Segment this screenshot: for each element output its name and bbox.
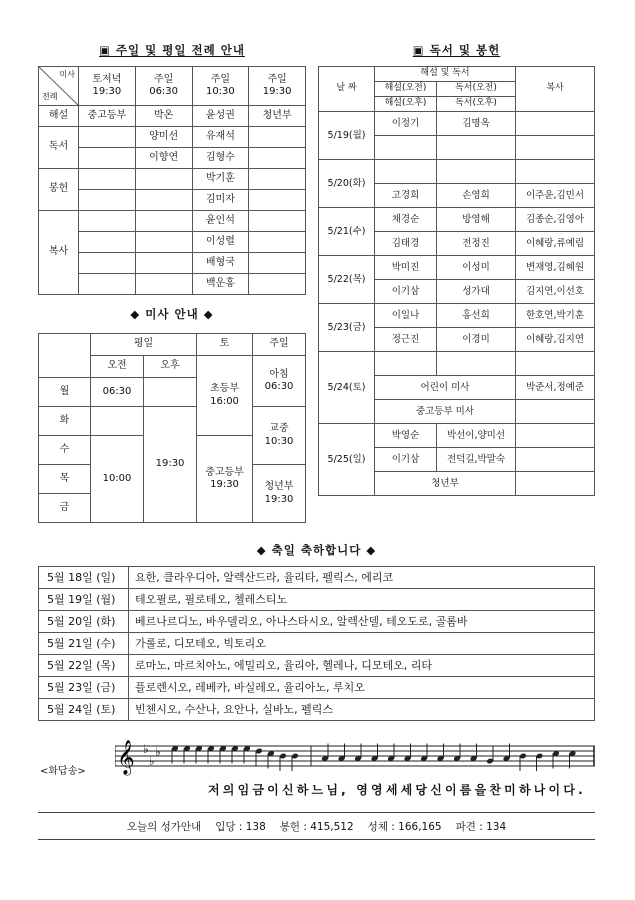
feast-names: 플로렌시오, 레베카, 바실레오, 율리아노, 루치오 [129, 677, 595, 699]
row-label: 복사 [39, 211, 79, 295]
date-cell: 5/22(목) [319, 256, 375, 304]
table-row [319, 256, 595, 280]
table-row [39, 169, 306, 190]
date-cell: 5/20(화) [319, 160, 375, 208]
table-cell [79, 169, 136, 190]
table-cell [249, 253, 306, 274]
feast-date: 5월 21일 (수) [39, 633, 129, 655]
column-header: 날 짜 [319, 67, 375, 112]
youth-mass-cell: 중고등부 미사 [375, 400, 516, 424]
table-cell [249, 190, 306, 211]
table-cell [516, 112, 595, 136]
sun-mass-1: 아침 06:30 [253, 356, 306, 407]
table-cell [516, 352, 595, 376]
table-cell: 윤성권 [192, 106, 249, 127]
column-header: 해설(오전) [375, 82, 437, 97]
date-cell: 5/24(토) [319, 352, 375, 424]
column-header: 오전 [91, 356, 144, 378]
table-row [319, 160, 595, 184]
table-cell: 중고등부 [79, 106, 136, 127]
column-header: 토 [197, 334, 253, 356]
table-row [319, 208, 595, 232]
date-cell: 5/23(금) [319, 304, 375, 352]
table-cell: 채경순 [375, 208, 437, 232]
hymn-offertory: 봉헌 : 415,512 [279, 820, 354, 833]
feast-names: 요한, 클라우디아, 알렉산드라, 율리타, 펠릭스, 에리코 [129, 567, 595, 589]
weekday-morning-mass: 10:00 [91, 436, 144, 523]
table-cell: 변재영,김혜원 [516, 256, 595, 280]
table-cell [375, 136, 437, 160]
feast-section-title: ◆ 축일 축하합니다 ◆ [256, 543, 377, 557]
table-row [319, 424, 595, 448]
table-cell: 김형수 [192, 148, 249, 169]
feast-names: 테오필로, 필로테오, 첼레스티노 [129, 589, 595, 611]
column-header: 해설(오후) [375, 97, 437, 112]
table-row [39, 127, 306, 148]
table-row [39, 611, 595, 633]
table-cell [91, 407, 144, 436]
table-cell [375, 160, 437, 184]
day-label: 화 [39, 407, 91, 436]
table-cell: 이기삼 [375, 448, 437, 472]
mass-section-title: ◆ 미사 안내 ◆ [130, 307, 214, 321]
table-row [39, 190, 306, 211]
table-cell [135, 253, 192, 274]
hymn-entrance: 입당 : 138 [215, 820, 266, 833]
column-header: 독서(오전) [437, 82, 516, 97]
column-header: 주일 06:30 [135, 67, 192, 106]
table-cell [249, 127, 306, 148]
table-cell: 이혜랑,류예림 [516, 232, 595, 256]
table-row [39, 106, 306, 127]
table-cell [79, 232, 136, 253]
table-row [39, 211, 306, 232]
table-cell: 한호연,박기훈 [516, 304, 595, 328]
table-cell: 이성렬 [192, 232, 249, 253]
treble-clef-icon: 𝄞 [117, 740, 135, 775]
table-cell: 김종순,김영아 [516, 208, 595, 232]
table-cell: 이혜랑,김지연 [516, 328, 595, 352]
table-cell: 이주윤,김민서 [516, 184, 595, 208]
table-cell [144, 378, 197, 407]
column-header: 토저녁 19:30 [79, 67, 136, 106]
table-row [39, 274, 306, 295]
table-cell [79, 127, 136, 148]
table-cell [39, 334, 91, 378]
table-cell: 박선이,양미선 [437, 424, 516, 448]
table-cell: 이성미 [437, 256, 516, 280]
table-cell: 박영순 [375, 424, 437, 448]
table-cell: 백운홍 [192, 274, 249, 295]
table-cell [135, 190, 192, 211]
table-cell: 김명옥 [437, 112, 516, 136]
date-cell: 5/21(수) [319, 208, 375, 256]
feast-date: 5월 18일 (일) [39, 567, 129, 589]
kids-mass-cell: 어린이 미사 [375, 376, 516, 400]
table-cell: 김지연,이선호 [516, 280, 595, 304]
table-cell [516, 136, 595, 160]
sat-mass-1: 초등부 16:00 [197, 356, 253, 436]
psalm-lyrics: 저의임금이신하느님, 영영세세당신이름을찬미하나이다. [208, 783, 586, 797]
sat-mass-2: 중고등부 19:30 [197, 436, 253, 523]
table-row [39, 699, 595, 721]
table-cell: 유재석 [192, 127, 249, 148]
table-cell [135, 274, 192, 295]
row-label: 독서 [39, 127, 79, 169]
table-cell [516, 424, 595, 448]
column-header: 주일 19:30 [249, 67, 306, 106]
table-cell [437, 352, 516, 376]
table-row [319, 304, 595, 328]
table-cell: 고경희 [375, 184, 437, 208]
table-cell [437, 160, 516, 184]
feast-names: 베르나르디노, 바우델리오, 아나스타시오, 알렉산델, 테오도로, 골롬바 [129, 611, 595, 633]
column-header: 복사 [516, 67, 595, 112]
table-cell: 박기훈 [192, 169, 249, 190]
table-cell [79, 211, 136, 232]
table-row [319, 112, 595, 136]
table-cell [516, 472, 595, 496]
feast-names: 로마노, 마르치아노, 에밀리오, 율리아, 헬레나, 디모테오, 리타 [129, 655, 595, 677]
table-cell [79, 148, 136, 169]
table-corner-cell: 미사 전례 [39, 67, 79, 106]
liturgy-table [38, 66, 306, 295]
table-cell [249, 169, 306, 190]
table-cell: 전정진 [437, 232, 516, 256]
table-cell: 이일나 [375, 304, 437, 328]
youth-mass-cell: 청년부 [375, 472, 516, 496]
table-cell: 이정기 [375, 112, 437, 136]
table-cell: 윤인석 [192, 211, 249, 232]
table-cell [249, 232, 306, 253]
table-cell: 청년부 [249, 106, 306, 127]
table-cell [375, 352, 437, 376]
table-cell [79, 253, 136, 274]
table-cell: 전덕길,박말숙 [437, 448, 516, 472]
table-cell [516, 448, 595, 472]
table-cell: 박온 [135, 106, 192, 127]
music-staff [115, 738, 595, 782]
table-row [39, 232, 306, 253]
table-row [39, 677, 595, 699]
psalm-music [40, 738, 595, 808]
reading-section-title: ▣ 독서 및 봉헌 [412, 43, 501, 57]
hymn-guide-bar [38, 812, 595, 840]
date-cell: 5/25(일) [319, 424, 375, 496]
table-cell [249, 148, 306, 169]
table-cell: 김미자 [192, 190, 249, 211]
date-cell: 5/19(월) [319, 112, 375, 160]
feast-names: 빈첸시오, 수산나, 요안나, 실바노, 펠릭스 [129, 699, 595, 721]
feast-table [38, 566, 595, 721]
sun-mass-3: 청년부 19:30 [253, 465, 306, 523]
day-label: 월 [39, 378, 91, 407]
table-row [319, 352, 595, 376]
sun-mass-2: 교중 10:30 [253, 407, 306, 465]
table-cell [79, 190, 136, 211]
row-label: 해설 [39, 106, 79, 127]
feast-date: 5월 24일 (토) [39, 699, 129, 721]
day-label: 목 [39, 465, 91, 494]
psalm-label: <화답송> [40, 766, 86, 777]
flat-icon: ♭ [143, 742, 149, 756]
hymn-communion: 성체 : 166,165 [367, 820, 442, 833]
day-label: 금 [39, 494, 91, 523]
table-cell: 홍선희 [437, 304, 516, 328]
feast-date: 5월 23일 (금) [39, 677, 129, 699]
table-cell [135, 211, 192, 232]
table-cell: 06:30 [91, 378, 144, 407]
day-label: 수 [39, 436, 91, 465]
column-header: 오후 [144, 356, 197, 378]
table-cell: 김태경 [375, 232, 437, 256]
weekday-evening-mass: 19:30 [144, 407, 197, 523]
table-row [39, 589, 595, 611]
column-header: 독서(오후) [437, 97, 516, 112]
table-cell: 박준서,정예준 [516, 376, 595, 400]
flat-icon: ♭ [149, 754, 155, 768]
column-header: 해설 및 독서 [375, 67, 516, 82]
feast-date: 5월 22일 (목) [39, 655, 129, 677]
table-row [39, 148, 306, 169]
mass-table [38, 333, 306, 523]
table-cell: 손영희 [437, 184, 516, 208]
feast-date: 5월 19일 (월) [39, 589, 129, 611]
table-cell [516, 160, 595, 184]
column-header: 평일 [91, 334, 197, 356]
table-cell [437, 136, 516, 160]
table-cell: 성가대 [437, 280, 516, 304]
feast-date: 5월 20일 (화) [39, 611, 129, 633]
table-cell: 배형국 [192, 253, 249, 274]
liturgy-section-title: ▣ 주일 및 평일 전례 안내 [99, 43, 245, 57]
table-cell [249, 211, 306, 232]
feast-names: 가롤로, 디모테오, 빅토리오 [129, 633, 595, 655]
reading-table [318, 66, 595, 496]
table-cell: 박미진 [375, 256, 437, 280]
hymn-guide-label: 오늘의 성가안내 [126, 820, 202, 833]
column-header: 주일 [253, 334, 306, 356]
table-row [39, 567, 595, 589]
flat-icon: ♭ [155, 745, 161, 759]
table-cell: 양미선 [135, 127, 192, 148]
row-label: 봉헌 [39, 169, 79, 211]
table-row [39, 407, 306, 436]
table-cell: 정근진 [375, 328, 437, 352]
table-row [39, 633, 595, 655]
table-cell: 방영해 [437, 208, 516, 232]
table-row [39, 655, 595, 677]
table-cell [135, 169, 192, 190]
table-row [39, 253, 306, 274]
table-cell: 이향연 [135, 148, 192, 169]
table-cell: 이경미 [437, 328, 516, 352]
table-cell [79, 274, 136, 295]
table-cell: 이기삼 [375, 280, 437, 304]
hymn-recessional: 파견 : 134 [455, 820, 507, 833]
column-header: 주일 10:30 [192, 67, 249, 106]
table-cell [135, 232, 192, 253]
table-cell [249, 274, 306, 295]
table-cell [516, 400, 595, 424]
